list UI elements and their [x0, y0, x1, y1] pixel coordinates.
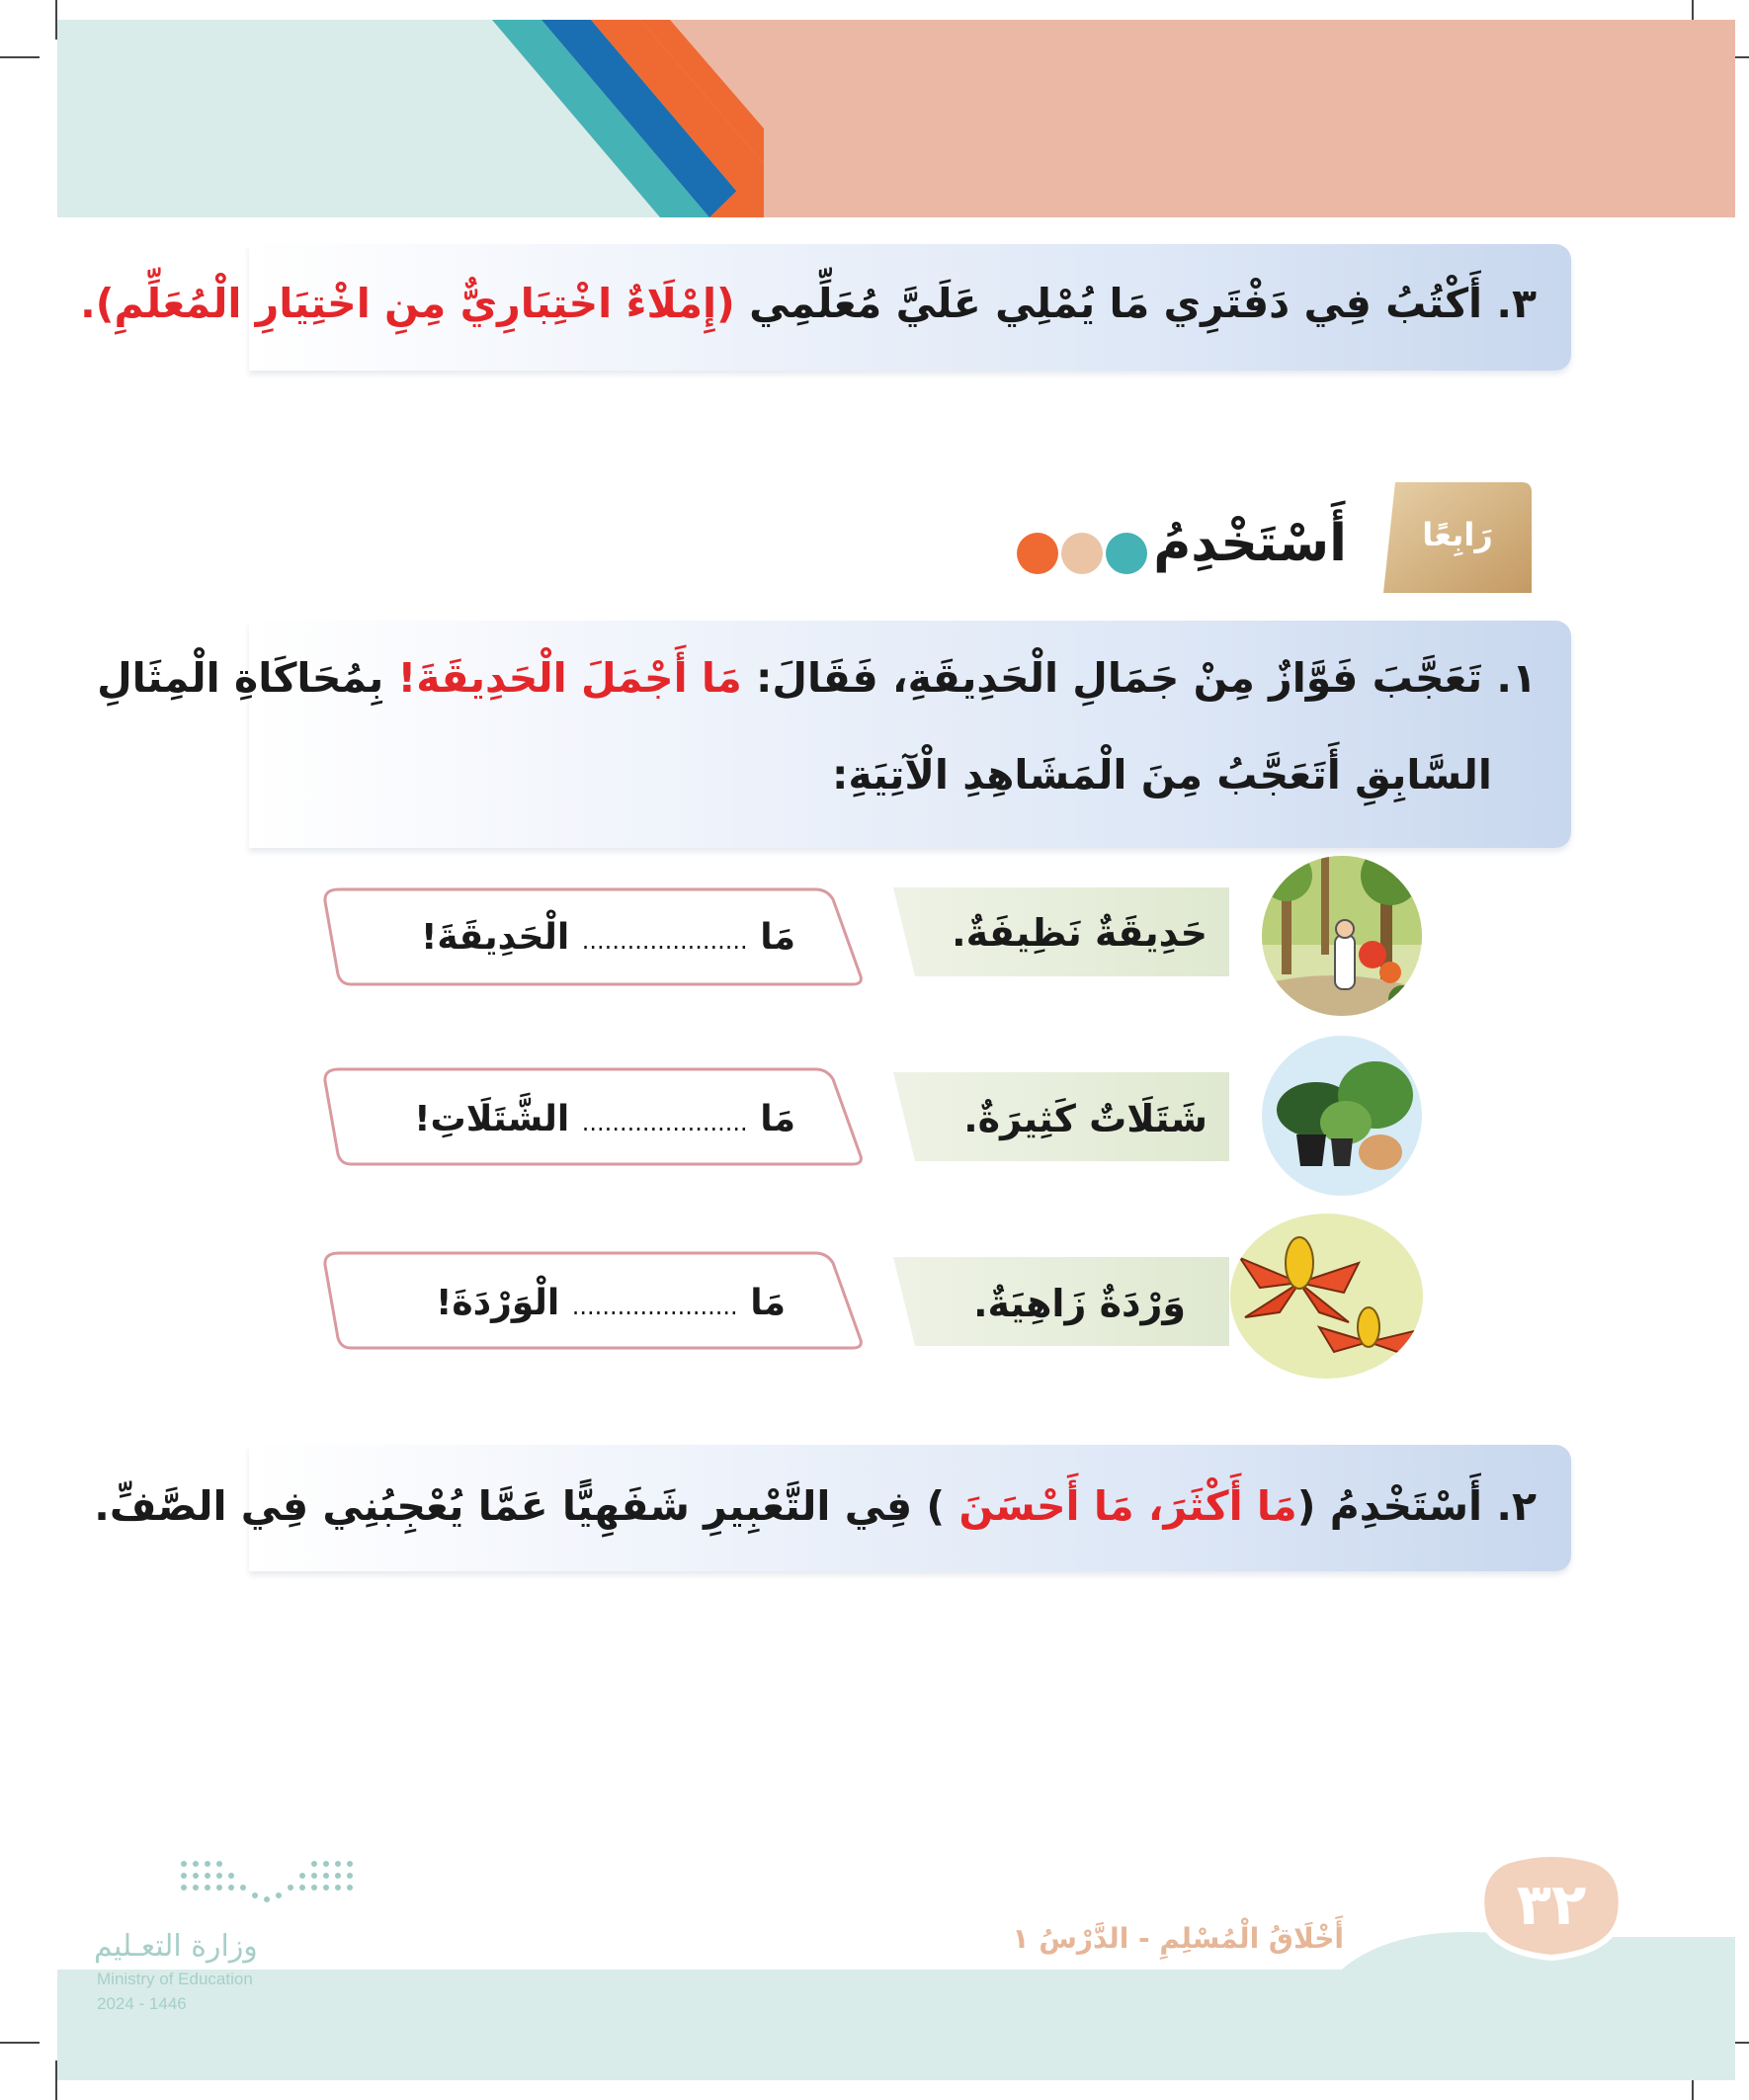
- answer-3-noun: الْوَرْدَةَ!: [435, 1283, 560, 1323]
- statement-2: شَتَلَاتٌ كَثِيرَةٌ.: [963, 1097, 1208, 1140]
- exercise-3-highlight: (إِمْلَاءٌ اخْتِبَارِيٌّ مِنِ اخْتِيَارِ الْمُعَلِّمِ).: [80, 280, 735, 327]
- ministry-name-en: Ministry of Education: [97, 1970, 253, 1988]
- answer-3: [436, 1283, 786, 1323]
- exercise-1-text-b: بِمُحَاكَاةِ الْمِثَالِ: [97, 654, 384, 702]
- answer-2: [414, 1099, 795, 1139]
- forest-scene-image: [1262, 856, 1422, 1016]
- statement-1: حَدِيقَةٌ نَظِيفَةٌ.: [952, 911, 1208, 955]
- answer-1-noun: الْحَدِيقَةَ!: [420, 917, 570, 958]
- exercise-3-number: ٣.: [1496, 280, 1537, 327]
- exercise-2-number: ٢.: [1496, 1482, 1537, 1530]
- page-number: ٣٢: [1516, 1871, 1587, 1938]
- answer-2-noun: الشَّتَلَاتِ!: [414, 1099, 570, 1139]
- exercise-3-instruction: أَكْتُبُ فِي دَفْتَرِي مَا يُمْلِي عَلَيَّ مُعَلِّمِي: [749, 280, 1483, 327]
- ministry-logo-icon: [178, 1858, 356, 1907]
- section-title: أَسْتَخْدِمُ: [1153, 514, 1347, 573]
- section-dots: [1016, 532, 1149, 575]
- exercise-1-line2: السَّابِقِ أَتَعَجَّبُ مِنَ الْمَشَاهِدِ الْآتِيَةِ:: [832, 751, 1492, 798]
- answer-1-ma: مَا: [760, 917, 795, 958]
- answer-2-ma: مَا: [760, 1099, 795, 1139]
- exercise-2-highlight: مَا أَكْثَرَ، مَا أَحْسَنَ: [958, 1482, 1297, 1530]
- exercise-1-number: ١.: [1496, 654, 1537, 702]
- exercise-3-text: [80, 280, 1537, 327]
- answer-1-blank[interactable]: ......................: [581, 927, 748, 955]
- red-flower-image: [1230, 1214, 1423, 1379]
- academic-year: 2024 - 1446: [97, 1994, 187, 2013]
- exercise-2-text: [94, 1482, 1537, 1530]
- answer-3-blank[interactable]: ......................: [571, 1293, 738, 1320]
- exercise-1-line1: [97, 654, 1537, 702]
- answer-3-ma: مَا: [750, 1283, 786, 1323]
- statement-3: وَرْدَةٌ زَاهِيَةٌ.: [973, 1282, 1186, 1325]
- lesson-title: أَخْلَاقُ الْمُسْلِمِ - الدَّرْسُ ١: [1012, 1922, 1344, 1955]
- answer-1: [421, 917, 795, 958]
- exercise-2-text-b: ) فِي التَّعْبِيرِ شَفَهِيًّا عَمَّا يُعْجِبُنِي فِي الصَّفِّ.: [94, 1482, 946, 1530]
- answer-2-blank[interactable]: ......................: [581, 1109, 748, 1136]
- exercise-1-text-a: تَعَجَّبَ فَوَّازٌ مِنْ جَمَالِ الْحَدِيقَةِ، فَقَالَ:: [756, 654, 1483, 702]
- exercise-1-highlight: مَا أَجْمَلَ الْحَدِيقَةَ!: [397, 654, 742, 702]
- section-badge-label: رَابِعًا: [1422, 516, 1493, 553]
- header-banner: [57, 20, 1735, 217]
- exercise-2-text-a: أَسْتَخْدِمُ (: [1296, 1482, 1483, 1530]
- ministry-name-ar: وزارة التعـليم: [94, 1929, 258, 1964]
- footer-band: [57, 1970, 1735, 2080]
- potted-plants-image: [1262, 1036, 1422, 1196]
